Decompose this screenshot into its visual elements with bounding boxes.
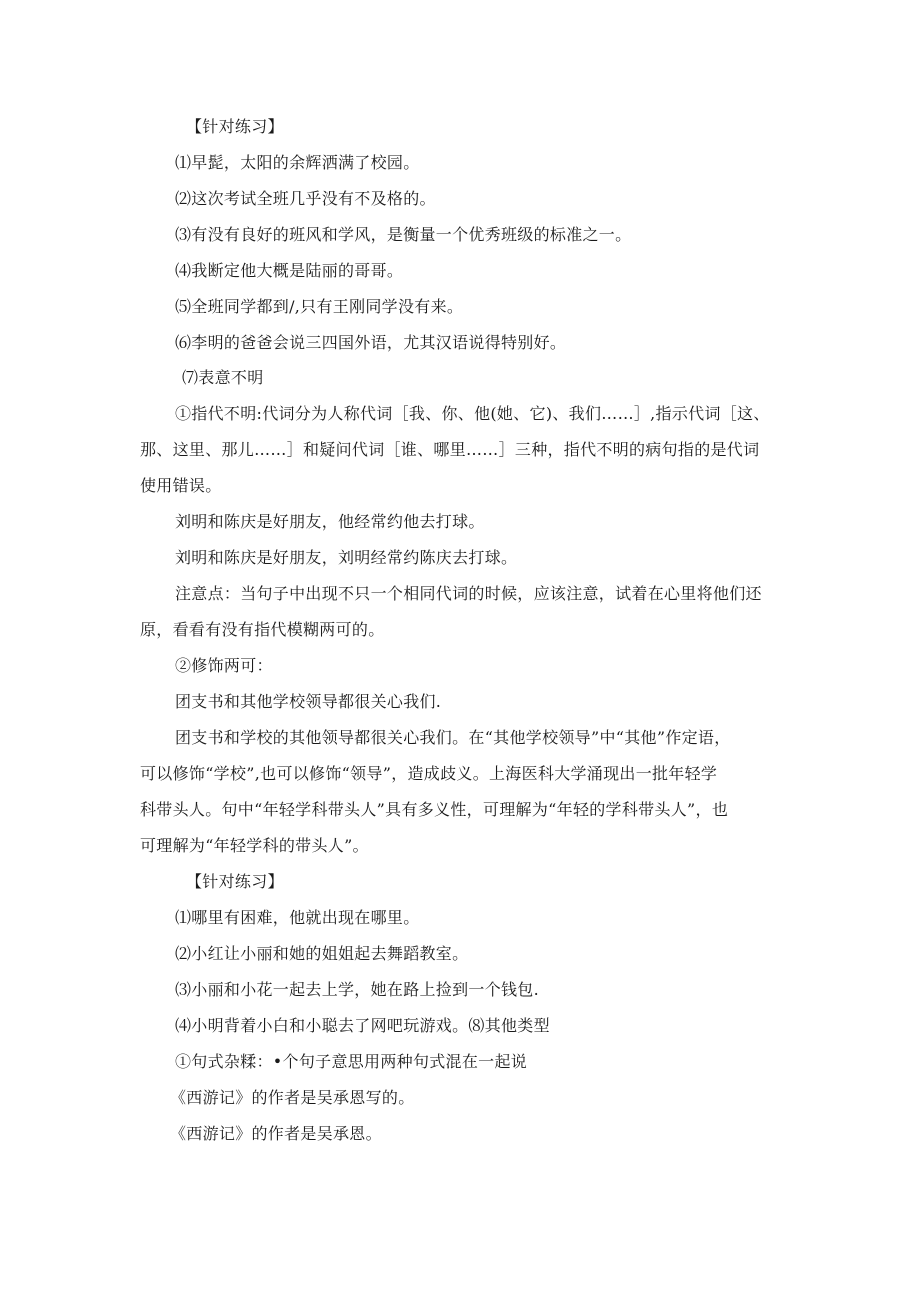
- practice-item-4: ⑷小明背着小白和小聪去了网吧玩游戏。⑻其他类型: [175, 1016, 550, 1035]
- practice-item-4: ⑷我断定他大概是陆丽的哥哥。: [175, 261, 404, 280]
- paragraph-line: 科带头人。句中“年轻学科带头人”具有多义性，可理解为“年轻的学科带头人”，也: [140, 800, 729, 819]
- practice-item-3: ⑶有没有良好的班风和学风，是衡量一个优秀班级的标准之一。: [175, 225, 632, 244]
- practice-item-2: ⑵这次考试全班几乎没有不及格的。: [175, 189, 436, 208]
- paragraph-line: 团支书和学校的其他领导都很关心我们。在“其他学校领导”中“其他”作定语，: [175, 728, 731, 747]
- section-heading-unclear: ⑺表意不明: [182, 368, 264, 387]
- practice-item-2: ⑵小红让小丽和她的姐姐起去舞蹈教室。: [175, 944, 469, 963]
- practice-item-3: ⑶小丽和小花一起去上学，她在路上捡到一个钱包.: [175, 980, 539, 999]
- practice-item-1: ⑴哪里有困难，他就出现在哪里。: [175, 908, 420, 927]
- paragraph-line: ①指代不明:代词分为人称代词［我、你、他(她、它)、我们……］,指示代词［这、: [175, 404, 770, 423]
- example-sentence: 刘明和陈庆是好朋友，他经常约他去打球。: [175, 512, 485, 531]
- example-sentence: 《西游记》的作者是吴承恩写的。: [170, 1088, 415, 1107]
- paragraph-line: 使用错误。: [140, 476, 222, 495]
- paragraph-line: 注意点：当句子中出现不只一个相同代词的时候，应该注意，试着在心里将他们还: [175, 584, 762, 603]
- paragraph-line: 原，看看有没有指代模糊两可的。: [140, 620, 385, 639]
- practice-item-6: ⑹李明的爸爸会说三四国外语，尤其汉语说得特别好。: [175, 333, 567, 352]
- practice-item-5: ⑸全班同学都到/,只有王刚同学没有来。: [175, 297, 464, 316]
- paragraph-line: 可以修饰“学校”,也可以修饰“领导”，造成歧义。上海医科大学涌现出一批年轻学: [140, 764, 718, 783]
- practice-item-1: ⑴早髭，太阳的余辉洒满了校园。: [175, 153, 420, 172]
- subheading-ambiguous-modifier: ②修饰两可：: [175, 656, 273, 675]
- example-sentence: 刘明和陈庆是好朋友，刘明经常约陈庆去打球。: [175, 548, 518, 567]
- paragraph-line: 那、这里、那儿……］和疑问代词［谁、哪里……］三种，指代不明的病句指的是代词: [140, 440, 760, 459]
- paragraph-line: 可理解为“年轻学科的带头人”。: [140, 836, 369, 855]
- example-sentence: 《西游记》的作者是吴承恩。: [170, 1124, 382, 1143]
- section-heading-practice: 【针对练习】: [186, 117, 284, 136]
- subheading-mixed-syntax: ①句式杂糅：•个句子意思用两种句式混在一起说: [175, 1052, 528, 1071]
- section-heading-practice: 【针对练习】: [186, 872, 284, 891]
- example-sentence: 团支书和其他学校领导都很关心我们.: [175, 692, 442, 711]
